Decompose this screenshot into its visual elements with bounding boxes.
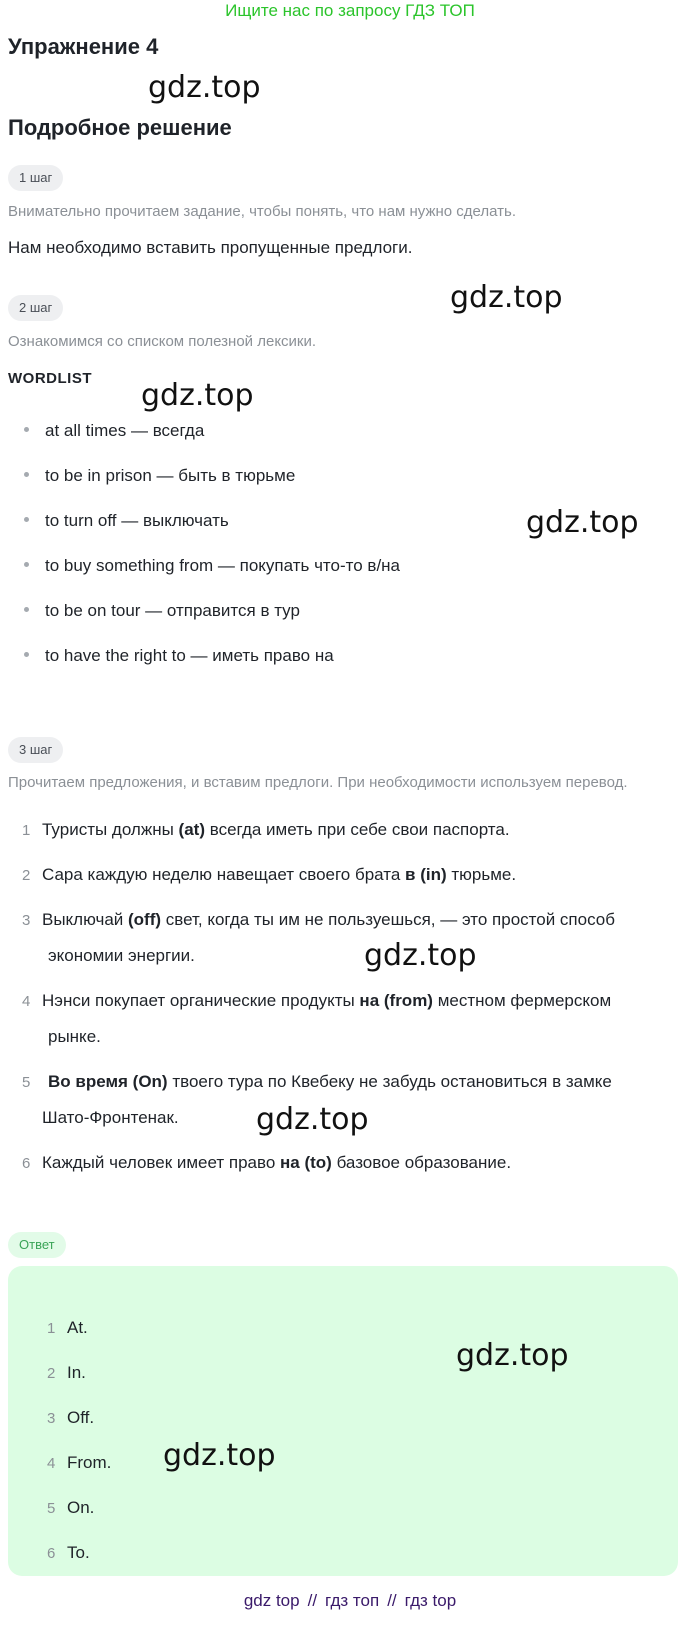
sentence-number: 3 — [22, 912, 31, 929]
wordlist-title: WORDLIST — [8, 370, 92, 387]
watermark: gdz.top — [456, 1338, 569, 1373]
step-3-badge — [8, 737, 63, 763]
sentence-3-continuation: экономии энергии. — [48, 946, 195, 965]
footer-separator: // — [307, 1591, 318, 1610]
footer-link[interactable]: gdz top — [243, 1591, 300, 1610]
wordlist-item: to have the right to — иметь право на — [45, 646, 334, 665]
bullet-icon — [24, 472, 29, 477]
bullet-icon — [24, 652, 29, 657]
footer-link[interactable]: гдз top — [404, 1591, 457, 1610]
list-item — [24, 601, 300, 621]
step-1-badge — [8, 165, 63, 191]
wordlist-item: at all times — всегда — [45, 421, 205, 440]
list-item — [24, 466, 295, 486]
sentence-text: твоего тура по Квебеку не забудь остановиться в замке — [167, 1072, 612, 1091]
footer-link[interactable]: гдз топ — [325, 1591, 380, 1610]
sentence-5-continuation: Шато-Фронтенак. — [42, 1108, 179, 1127]
wordlist-item: to turn off — выключать — [45, 511, 229, 530]
bullet-icon — [24, 427, 29, 432]
exercise-title: Упражнение 4 — [8, 34, 159, 59]
answer-label: Ответ — [8, 1232, 66, 1258]
step-2-instruction: Ознакомимся со списком полезной лексики. — [8, 333, 317, 350]
sentence-text: Сара каждую неделю навещает своего брата — [42, 865, 406, 884]
wordlist-item: to be in prison — быть в тюрьме — [45, 466, 296, 485]
answer-number: 3 — [47, 1410, 56, 1427]
sentence-text: тюрьме. — [446, 865, 517, 884]
watermark: gdz.top — [148, 70, 261, 105]
sentence-answer: на (from) — [359, 991, 433, 1010]
sentence-text: Нэнси покупает органические продукты — [42, 991, 360, 1010]
sentence-number: 1 — [22, 822, 31, 839]
sentence-3 — [22, 910, 615, 930]
footer-links — [0, 1591, 700, 1611]
watermark: gdz.top — [526, 505, 639, 540]
watermark: gdz.top — [256, 1102, 369, 1137]
bullet-icon — [24, 517, 29, 522]
bullet-icon — [24, 607, 29, 612]
step-3-label: 3 шаг — [8, 737, 63, 763]
answer-number: 1 — [47, 1320, 56, 1337]
answer-item — [47, 1498, 94, 1518]
step-2-badge — [8, 295, 63, 321]
wordlist-item: to be on tour — отправится в тур — [45, 601, 300, 620]
answer-item — [47, 1543, 90, 1563]
answer-number: 6 — [47, 1545, 56, 1562]
sentence-text: Каждый человек имеет право — [42, 1153, 281, 1172]
solution-title: Подробное решение — [8, 115, 232, 140]
wordlist-item: to buy something from — покупать что-то в/на — [45, 556, 401, 575]
sentence-4 — [22, 991, 611, 1011]
answer-item — [47, 1318, 88, 1338]
watermark: gdz.top — [450, 280, 563, 315]
answer-item — [47, 1408, 94, 1428]
sentence-1 — [22, 820, 510, 840]
answer-text: To. — [67, 1543, 90, 1562]
answer-number: 5 — [47, 1500, 56, 1517]
step-2-label: 2 шаг — [8, 295, 63, 321]
step-1-text: Нам необходимо вставить пропущенные предлоги. — [8, 238, 413, 257]
sentence-answer: (at) — [178, 820, 205, 839]
sentence-text: Туристы должны — [42, 820, 179, 839]
answer-number: 2 — [47, 1365, 56, 1382]
sentence-answer: на (to) — [280, 1153, 332, 1172]
sentence-text: базовое образование. — [331, 1153, 512, 1172]
bullet-icon — [24, 562, 29, 567]
sentence-answer: (off) — [128, 910, 162, 929]
answer-text: From. — [67, 1453, 112, 1472]
sentence-number: 4 — [22, 993, 31, 1010]
answer-item — [47, 1363, 86, 1383]
answer-item — [47, 1453, 111, 1473]
sentence-2 — [22, 865, 516, 885]
sentence-number: 5 — [22, 1074, 31, 1091]
answer-text: On. — [67, 1498, 95, 1517]
sentence-text: свет, когда ты им не пользуешься, — это простой способ — [161, 910, 615, 929]
sentence-5 — [22, 1072, 612, 1092]
footer-separator: // — [387, 1591, 397, 1610]
watermark: gdz.top — [141, 378, 254, 413]
sentence-text: Выключай — [42, 910, 129, 929]
answer-text: At. — [67, 1318, 88, 1337]
answer-box — [8, 1266, 678, 1576]
answer-text: Off. — [67, 1408, 95, 1427]
list-item — [24, 556, 400, 576]
sentence-answer: Во время (On) — [48, 1072, 168, 1091]
sentence-answer: в (in) — [405, 865, 447, 884]
list-item — [24, 646, 334, 666]
sentence-4-continuation: рынке. — [48, 1027, 101, 1046]
answer-text: In. — [67, 1363, 86, 1382]
step-3-instruction: Прочитаем предложения, и вставим предлоги. При необходимости используем перевод. — [8, 774, 628, 791]
answer-number: 4 — [47, 1455, 56, 1472]
step-1-label: 1 шаг — [8, 165, 63, 191]
sentence-number: 6 — [22, 1155, 31, 1172]
step-1-instruction: Внимательно прочитаем задание, чтобы понять, что нам нужно сделать. — [8, 203, 517, 220]
sentence-number: 2 — [22, 867, 31, 884]
watermark: gdz.top — [364, 938, 477, 973]
search-banner[interactable]: Ищите нас по запросу ГДЗ ТОП — [225, 1, 475, 20]
sentence-text: местном фермерском — [432, 991, 612, 1010]
watermark: gdz.top — [163, 1438, 276, 1473]
list-item — [24, 421, 204, 441]
sentence-text: всегда иметь при себе свои паспорта. — [205, 820, 510, 839]
sentence-6 — [22, 1153, 511, 1173]
list-item — [24, 511, 229, 531]
